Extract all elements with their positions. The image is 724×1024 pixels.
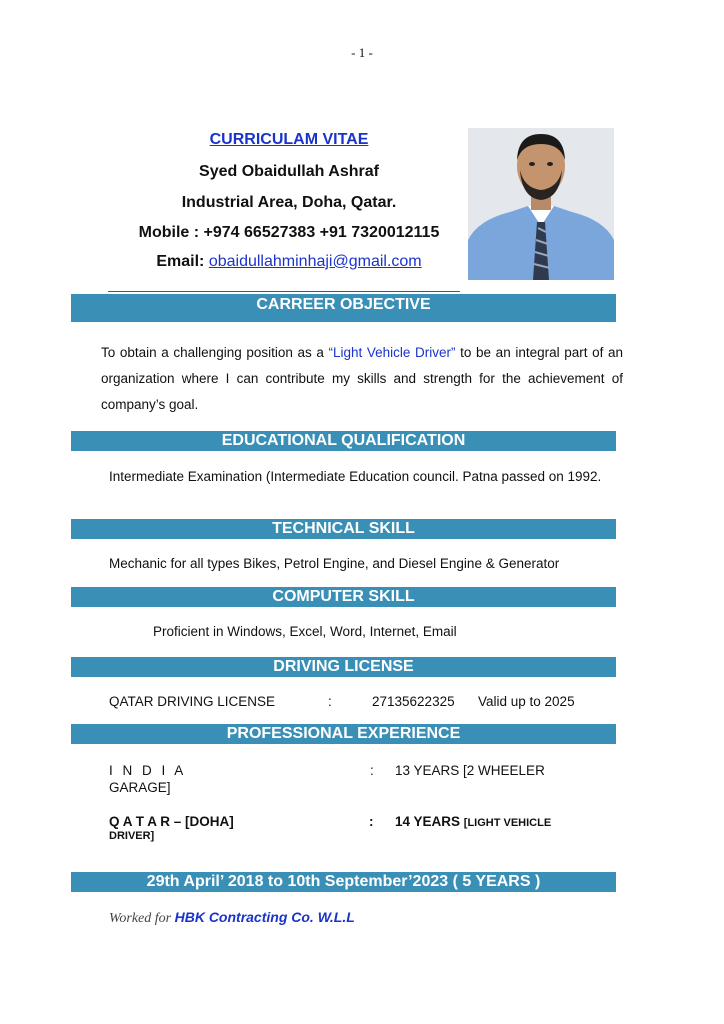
experience-colon: : xyxy=(369,814,374,829)
technical-text: Mechanic for all types Bikes, Petrol Engine, and Diesel Engine & Generator xyxy=(109,556,560,571)
objective-highlight: “Light Vehicle Driver” xyxy=(328,345,456,360)
page-number: - 1 - xyxy=(351,45,373,60)
work-company: HBK Contracting Co. W.L.L xyxy=(174,909,355,925)
experience-country: Q A T A R – [DOHA] xyxy=(109,814,234,829)
profile-photo xyxy=(468,128,614,280)
education-text: Intermediate Examination (Intermediate Education council. Patna passed on 1992. xyxy=(109,469,602,484)
license-colon: : xyxy=(328,694,332,709)
work-line xyxy=(109,909,355,927)
email-link[interactable]: obaidullahminhaji@gmail.com xyxy=(208,253,422,270)
header-divider xyxy=(108,291,460,292)
license-label: QATAR DRIVING LICENSE xyxy=(109,694,276,709)
objective-text-before: To obtain a challenging position as a xyxy=(101,345,329,360)
work-prefix: Worked for xyxy=(109,911,175,926)
experience-country: I N D I A xyxy=(109,763,187,778)
candidate-email xyxy=(80,253,498,271)
experience-colon: : xyxy=(370,763,374,778)
license-number: 27135622325 xyxy=(372,694,455,709)
section-heading-education: EDUCATIONAL QUALIFICATION xyxy=(71,431,616,451)
section-heading-technical: TECHNICAL SKILL xyxy=(71,519,616,539)
experience-detail-main: 14 YEARS xyxy=(395,814,464,829)
section-heading-objective: CARREER OBJECTIVE xyxy=(71,294,616,322)
objective-text-after: to be an integral part of an organization where I can contribute my skills and strength for the achievement of company’s goal. xyxy=(101,345,623,412)
computer-text: Proficient in Windows, Excel, Word, Internet, Email xyxy=(153,624,457,639)
profile-photo-illustration xyxy=(468,128,614,280)
candidate-name: Syed Obaidullah Ashraf xyxy=(199,163,379,180)
experience-detail: 13 YEARS [2 WHEELER xyxy=(395,763,545,778)
experience-detail-continued: DRIVER] xyxy=(109,830,155,842)
section-heading-period: 29th April’ 2018 to 10th September’2023 ( 5 YEARS ) xyxy=(71,872,616,892)
section-heading-experience: PROFESSIONAL EXPERIENCE xyxy=(71,724,616,744)
section-heading-computer: COMPUTER SKILL xyxy=(71,587,616,607)
candidate-address: Industrial Area, Doha, Qatar. xyxy=(181,194,397,211)
experience-detail-continued: GARAGE] xyxy=(109,780,171,795)
objective-text xyxy=(101,340,623,418)
email-label: Email: xyxy=(156,253,205,270)
license-validity: Valid up to 2025 xyxy=(478,694,575,709)
section-heading-driving: DRIVING LICENSE xyxy=(71,657,616,677)
cv-title: CURRICULAM VITAE xyxy=(209,131,369,148)
experience-detail-small: [LIGHT VEHICLE xyxy=(463,817,552,829)
candidate-mobile: Mobile : +974 66527383 +91 7320012115 xyxy=(138,224,440,241)
experience-detail xyxy=(395,814,551,829)
